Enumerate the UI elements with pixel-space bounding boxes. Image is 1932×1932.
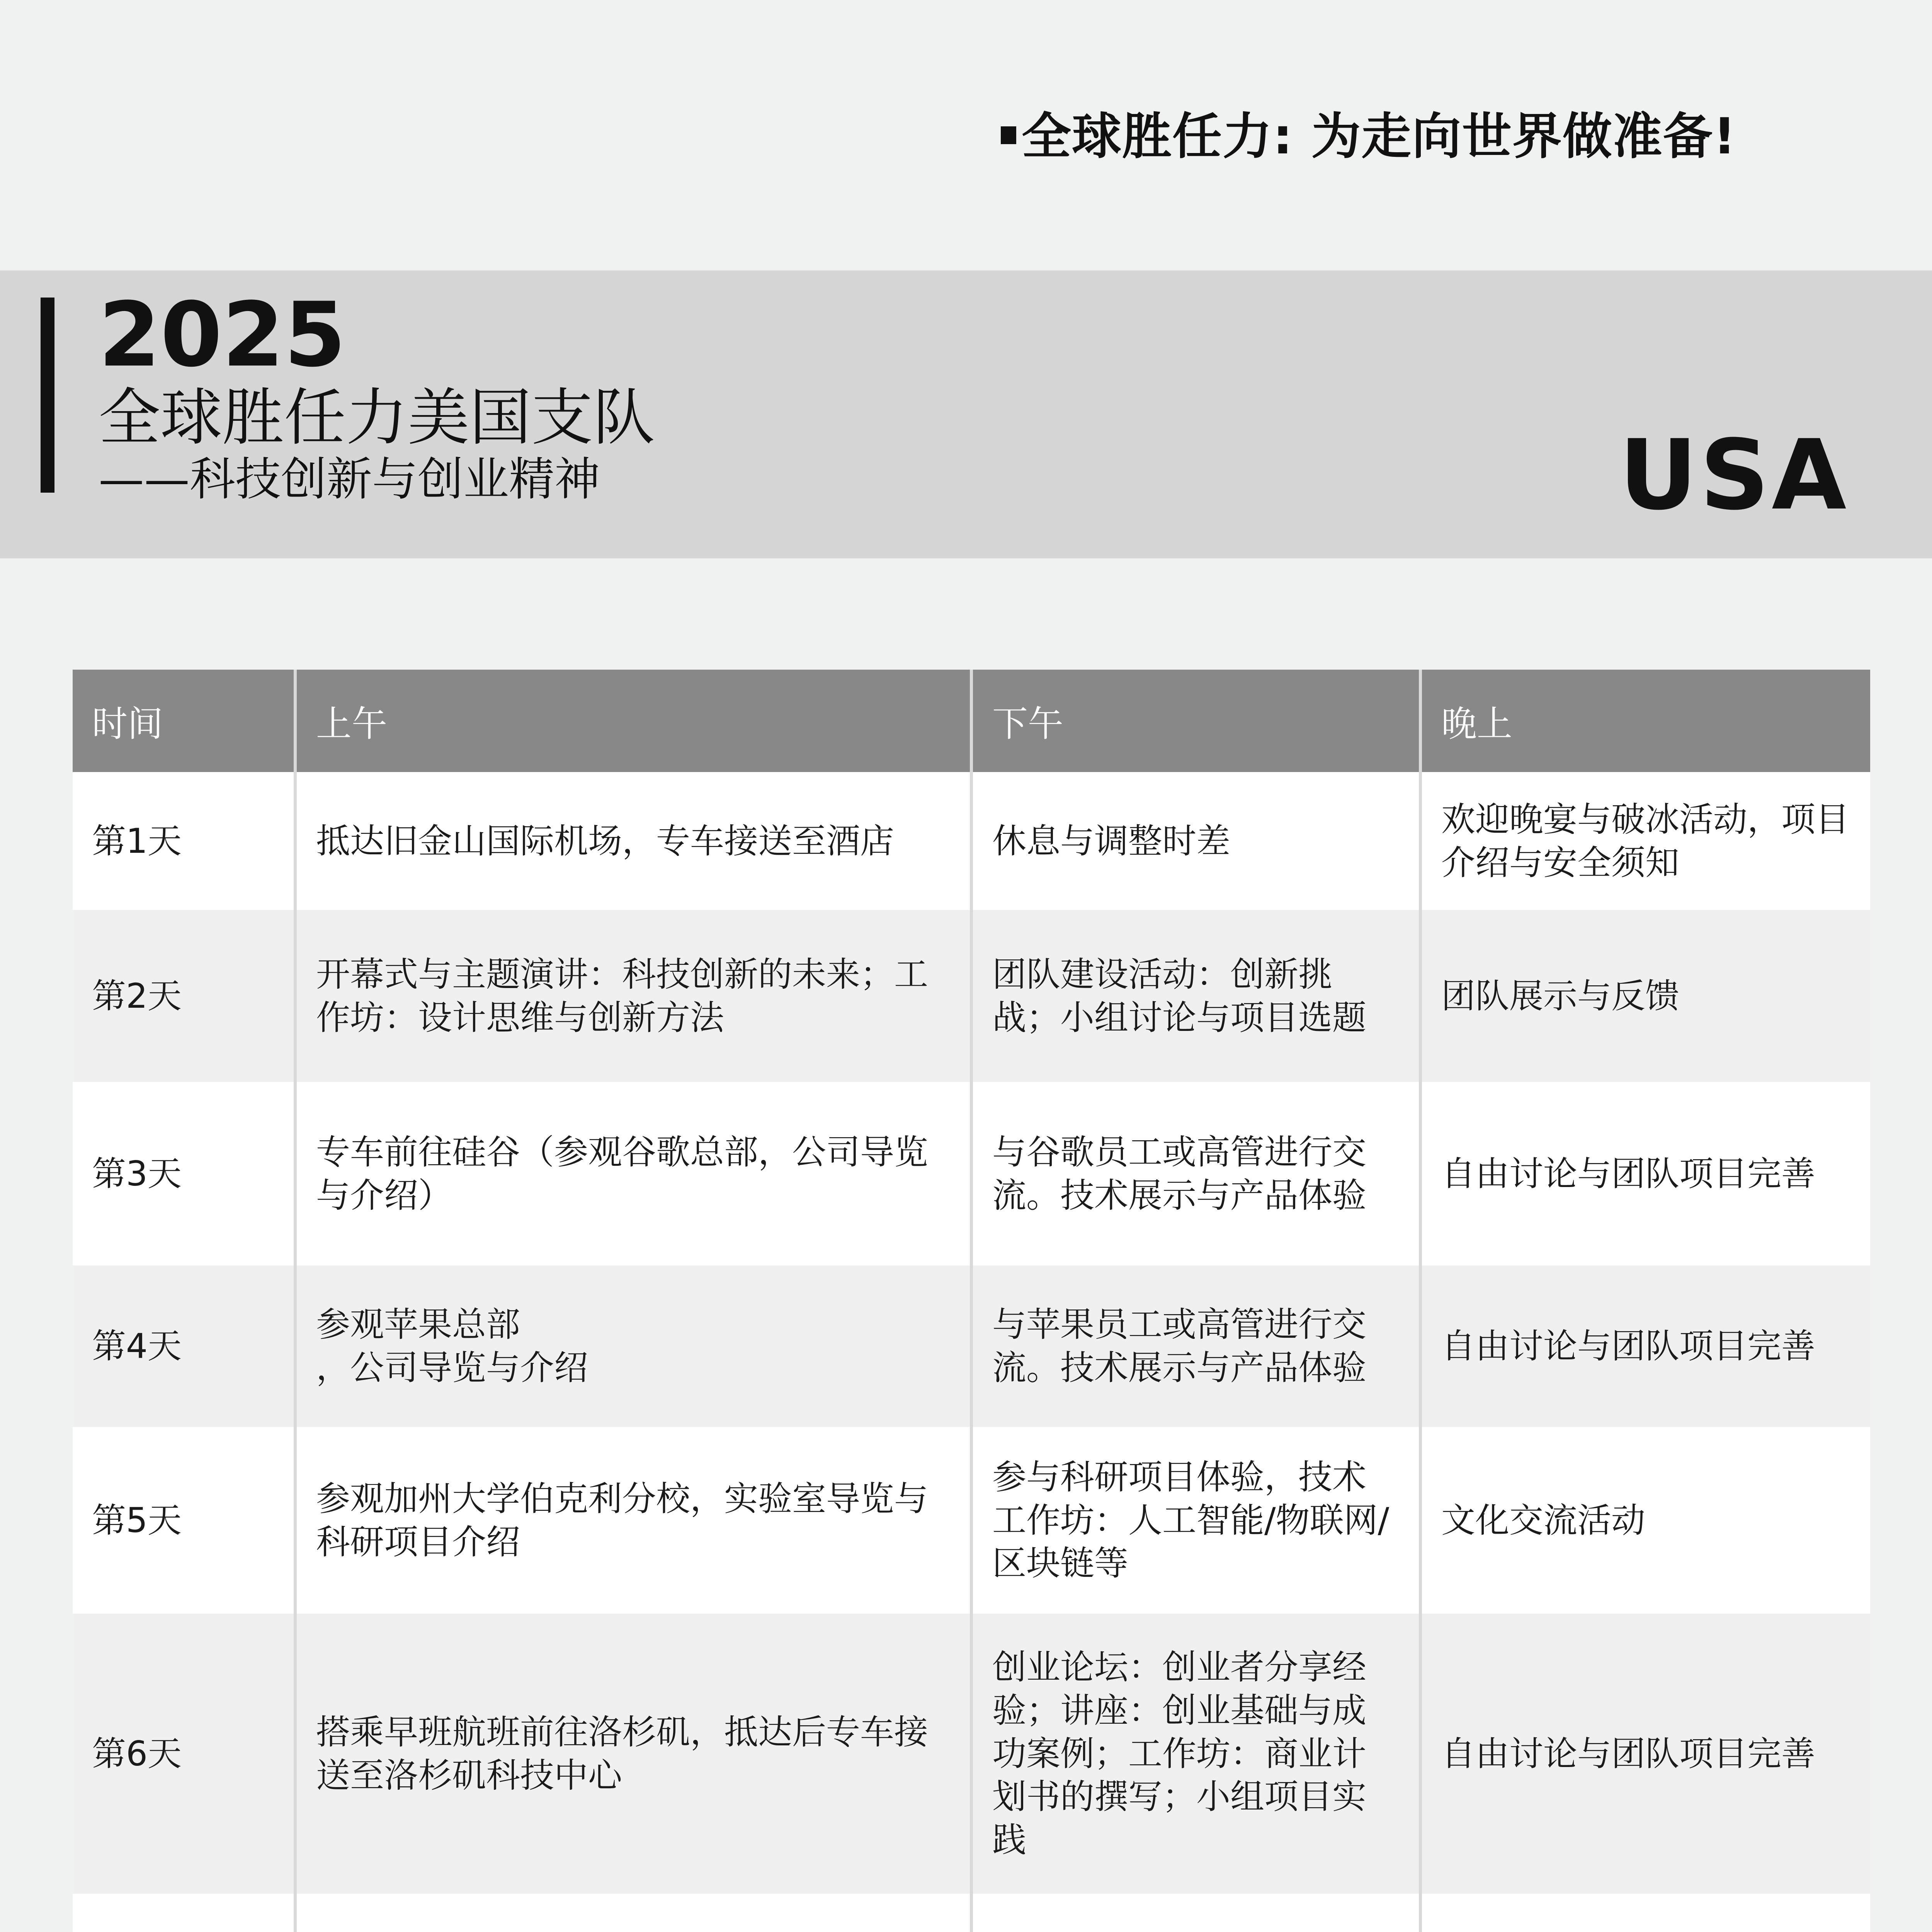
bullet-square-icon <box>1001 126 1016 144</box>
schedule-table <box>73 670 1870 1932</box>
morning-cell: 开幕式与主题演讲：科技创新的未来；工作坊：设计思维与创新方法 <box>295 910 971 1082</box>
title-banner <box>0 270 1932 558</box>
table-row <box>73 1614 1870 1894</box>
afternoon-cell: 创业论坛：创业者分享经验；讲座：创业基础与成功案例；工作坊：商业计划书的撰写；小组项目实践 <box>971 1614 1420 1894</box>
afternoon-cell <box>971 1894 1420 1932</box>
table-row <box>73 1265 1870 1427</box>
evening-cell <box>1420 1894 1870 1932</box>
country-label: USA <box>1619 419 1849 531</box>
accent-bar <box>41 298 54 493</box>
table-row <box>73 1082 1870 1265</box>
day-cell: 第3天 <box>73 1082 295 1265</box>
table-row <box>73 772 1870 910</box>
column-header-evening: 晚上 <box>1420 670 1870 772</box>
table-header-row <box>73 670 1870 772</box>
day-cell: 第2天 <box>73 910 295 1082</box>
evening-cell: 自由讨论与团队项目完善 <box>1420 1082 1870 1265</box>
program-subtitle: ——科技创新与创业精神 <box>99 452 600 506</box>
evening-cell: 自由讨论与团队项目完善 <box>1420 1265 1870 1427</box>
table-row <box>73 1427 1870 1614</box>
table-row <box>73 910 1870 1082</box>
evening-cell: 自由讨论与团队项目完善 <box>1420 1614 1870 1894</box>
day-cell: 第5天 <box>73 1427 295 1614</box>
day-cell: 第1天 <box>73 772 295 910</box>
morning-cell: 参观加州大学伯克利分校，实验室导览与科研项目介绍 <box>295 1427 971 1614</box>
afternoon-cell: 团队建设活动：创新挑战；小组讨论与项目选题 <box>971 910 1420 1082</box>
column-header-afternoon: 下午 <box>971 670 1420 772</box>
day-cell: 第4天 <box>73 1265 295 1427</box>
morning-cell: 抵达旧金山国际机场，专车接送至酒店 <box>295 772 971 910</box>
program-year: 2025 <box>99 284 346 387</box>
tagline <box>1001 97 1736 168</box>
evening-cell: 欢迎晚宴与破冰活动，项目介绍与安全须知 <box>1420 772 1870 910</box>
afternoon-cell: 休息与调整时差 <box>971 772 1420 910</box>
column-header-morning: 上午 <box>295 670 971 772</box>
tagline-text: 全球胜任力: 为走向世界做准备! <box>1022 108 1737 165</box>
evening-cell: 文化交流活动 <box>1420 1427 1870 1614</box>
afternoon-cell: 与苹果员工或高管进行交流。技术展示与产品体验 <box>971 1265 1420 1427</box>
morning-cell: 专车前往硅谷（参观谷歌总部，公司导览与介绍） <box>295 1082 971 1265</box>
table-row <box>73 1894 1870 1932</box>
program-title: 全球胜任力美国支队 <box>99 381 655 454</box>
evening-cell: 团队展示与反馈 <box>1420 910 1870 1082</box>
day-cell <box>73 1894 295 1932</box>
morning-cell: 搭乘早班航班前往洛杉矶，抵达后专车接送至洛杉矶科技中心 <box>295 1614 971 1894</box>
afternoon-cell: 与谷歌员工或高管进行交流。技术展示与产品体验 <box>971 1082 1420 1265</box>
column-header-time: 时间 <box>73 670 295 772</box>
morning-cell <box>295 1894 971 1932</box>
afternoon-cell: 参与科研项目体验，技术工作坊：人工智能/物联网/区块链等 <box>971 1427 1420 1614</box>
morning-cell: 参观苹果总部 ，公司导览与介绍 <box>295 1265 971 1427</box>
day-cell: 第6天 <box>73 1614 295 1894</box>
